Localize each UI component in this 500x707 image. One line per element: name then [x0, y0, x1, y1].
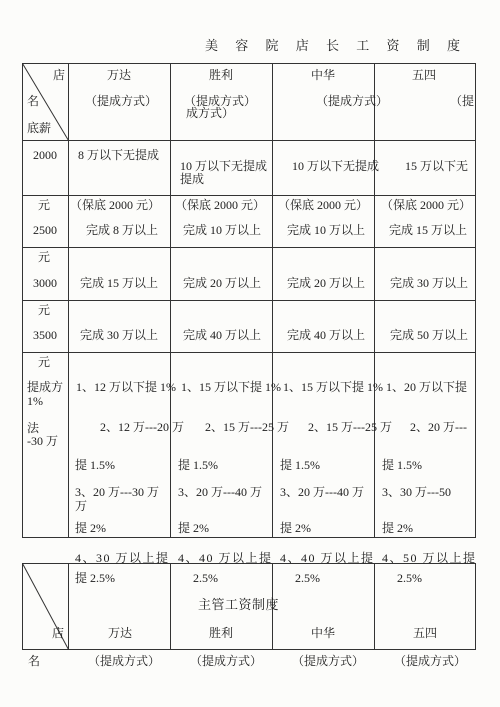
supervisor-store-header-wanda: 万达: [108, 626, 133, 640]
supervisor-method-zhonghua: （提成方式）: [292, 654, 365, 668]
commission-label-wrap: 法: [27, 421, 40, 435]
tier4-rate-shengli: 2.5%: [193, 571, 218, 585]
tier3-wanda-wrap: 万: [75, 499, 88, 513]
cell-2000-shengli: 10 万以下无提成: [180, 159, 268, 173]
corner-store-label: 店: [53, 68, 66, 82]
commission-method-label: 提成方: [27, 380, 64, 394]
cell-2500-wusi: 完成 15 万以上: [389, 223, 468, 237]
tier1-shengli: 1、15 万以下提 1%: [181, 380, 281, 394]
tier2-zhonghua: 2、15 万---25 万: [308, 420, 392, 434]
cell-3500-wusi: 完成 50 万以上: [390, 328, 469, 342]
tier1-wanda: 1、12 万以下提 1%: [76, 380, 176, 394]
base-salary-3500: 3500: [33, 328, 57, 342]
tier2-rate-zhonghua: 提 1.5%: [280, 458, 320, 472]
corner-name-label: 名: [27, 94, 40, 108]
cell-3500-shengli: 完成 40 万以上: [183, 328, 262, 342]
tier3-rate-shengli: 提 2%: [178, 521, 209, 535]
tier4-rate-wanda: 提 2.5%: [75, 571, 115, 585]
cell-3500-wanda: 完成 30 万以上: [80, 328, 159, 342]
method-label-zhonghua: （提成方式）: [316, 94, 389, 108]
cell-2000-shengli-wrap: 提成: [180, 172, 205, 186]
store-header-wusi: 五四: [412, 68, 437, 82]
supervisor-table-title: 主管工资制度: [198, 597, 280, 612]
store-header-wanda: 万达: [107, 68, 132, 82]
method-label-wusi: （提: [450, 94, 475, 108]
guarantee-wanda: （保底 2000 元）: [70, 198, 161, 212]
method-label-wanda: （提成方式）: [85, 94, 158, 108]
supervisor-store-header-wusi: 五四: [413, 626, 438, 640]
tier3-shengli: 3、20 万---40 万: [178, 485, 262, 499]
guarantee-wusi: （保底 2000 元）: [381, 198, 472, 212]
method-label-shengli-wrap: 成方式）: [186, 106, 235, 120]
method-label-shengli: （提成方式）: [184, 94, 257, 108]
tier2-rate-shengli: 提 1.5%: [178, 458, 218, 472]
tier1-zhonghua: 1、15 万以下提 1%: [283, 380, 383, 394]
supervisor-store-header-shengli: 胜利: [209, 626, 234, 640]
cell-3000-wanda: 完成 15 万以上: [80, 276, 159, 290]
cell-2500-shengli: 完成 10 万以上: [183, 223, 262, 237]
unit-2000: 元: [38, 198, 51, 212]
unit-3500: 元: [38, 355, 51, 369]
base-salary-3000: 3000: [33, 276, 57, 290]
cell-3000-zhonghua: 完成 20 万以上: [287, 276, 366, 290]
guarantee-shengli: （保底 2000 元）: [175, 198, 266, 212]
tier3-rate-wanda: 提 2%: [75, 521, 106, 535]
tier2-wusi: 2、20 万---: [410, 420, 467, 434]
tier2-rate-wusi: 提 1.5%: [382, 458, 422, 472]
cell-3000-shengli: 完成 20 万以上: [183, 276, 262, 290]
tier3-rate-zhonghua: 提 2%: [280, 521, 311, 535]
cell-3000-wusi: 完成 30 万以上: [390, 276, 469, 290]
corner-base-salary-label: 底薪: [27, 121, 52, 135]
unit-3000: 元: [38, 303, 51, 317]
tier3-rate-wusi: 提 2%: [382, 521, 413, 535]
tier4-shengli: 4、40 万以上提: [178, 551, 273, 565]
cell-3500-zhonghua: 完成 40 万以上: [287, 328, 366, 342]
cell-2000-zhonghua: 10 万以下无提成: [292, 159, 380, 173]
unit-2500: 元: [38, 250, 51, 264]
base-salary-2500: 2500: [33, 223, 57, 237]
cell-2500-wanda: 完成 8 万以上: [86, 223, 159, 237]
base-salary-2000: 2000: [33, 148, 57, 162]
supervisor-method-wanda: （提成方式）: [88, 654, 161, 668]
supervisor-method-shengli: （提成方式）: [190, 654, 263, 668]
supervisor-corner-name-label: 名: [28, 654, 41, 668]
tier4-zhonghua: 4、40 万以上提: [280, 551, 375, 565]
guarantee-zhonghua: （保底 2000 元）: [278, 198, 369, 212]
cell-2500-zhonghua: 完成 10 万以上: [287, 223, 366, 237]
cell-2000-wanda: 8 万以下无提成: [78, 148, 160, 162]
commission-label-pct: 1%: [27, 394, 43, 408]
tier2-wanda: 2、12 万---20 万: [100, 420, 184, 434]
tier3-wanda: 3、20 万---30 万: [75, 485, 159, 499]
tier4-rate-wusi: 2.5%: [397, 571, 422, 585]
page-title: 美 容 院 店 长 工 资 制 度: [205, 38, 468, 53]
store-header-zhonghua: 中华: [311, 68, 336, 82]
supervisor-corner-store-label: 店: [52, 626, 65, 640]
tier3-wusi: 3、30 万---50: [382, 485, 451, 499]
cell-2000-wusi: 15 万以下无: [405, 159, 469, 173]
tier2-rate-wanda: 提 1.5%: [75, 458, 115, 472]
tier4-wusi: 4、50 万以上提: [382, 551, 477, 565]
supervisor-method-wusi: （提成方式）: [394, 654, 467, 668]
tier2-shengli: 2、15 万---25 万: [205, 420, 289, 434]
tier1-wusi: 1、20 万以下提: [386, 380, 468, 394]
tier4-wanda: 4、30 万以上提: [75, 551, 170, 565]
supervisor-store-header-zhonghua: 中华: [311, 626, 336, 640]
commission-label-range: -30 万: [27, 434, 58, 448]
tier3-zhonghua: 3、20 万---40 万: [280, 485, 364, 499]
tier4-rate-zhonghua: 2.5%: [295, 571, 320, 585]
store-header-shengli: 胜利: [209, 68, 234, 82]
